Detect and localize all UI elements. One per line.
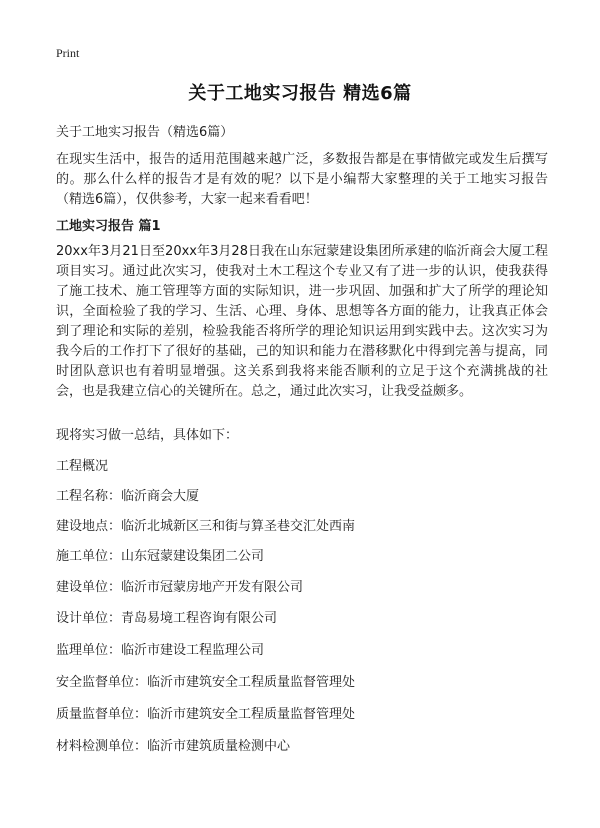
summary-intro: 现将实习做一总结，具体如下：: [56, 428, 239, 443]
overview-item: 监理单位：临沂市建设工程监理公司: [56, 643, 265, 658]
section-body-paragraph: 20xx年3月21日至20xx年3月28日我在山东冠蒙建设集团所承建的临沂商会大厦工程项目实习。通过此次实习，使我对土木工程这个专业又有了进一步的认识，使我获得了施工技术、施工管理等方面的实际知识，进一步巩固、加强和扩大了所学的理论知识，全面检验了我的学习、生活、心理、身体、思想等各方面的能力，让我真正体会到了理论和实际的差别，检验我能否将所学的理论知识运用到实践中去。这次实习为我今后的工作打下了很好的基础，己的知识和能力在潜移默化中得到完善与提高，同时团队意识也有着明显增强。这关系到我将来能否顺利的立足于这个充满挑战的社会，也是我建立信心的关键所在。总之，通过此次实习，让我受益颇多。: [56, 244, 548, 399]
overview-item: 工程名称：临沂商会大厦: [56, 489, 200, 504]
page-title: 关于工地实习报告 精选6篇: [188, 83, 412, 104]
overview-item: 安全监督单位：临沂市建筑安全工程质量监督管理处: [56, 675, 356, 690]
overview-item: 质量监督单位：临沂市建筑安全工程质量监督管理处: [56, 707, 356, 722]
overview-item: 建设单位：临沂市冠蒙房地产开发有限公司: [56, 580, 304, 595]
document-subtitle: 关于工地实习报告（精选6篇）: [56, 125, 234, 140]
section-heading: 工地实习报告 篇1: [56, 219, 161, 234]
overview-item: 施工单位：山东冠蒙建设集团二公司: [56, 549, 265, 564]
print-label[interactable]: Print: [56, 46, 80, 60]
intro-paragraph: 在现实生活中，报告的适用范围越来越广泛，多数报告都是在事情做完或发生后撰写的。那么什么样的报告才是有效的呢？以下是小编帮大家整理的关于工地实习报告（精选6篇），仅供参考，大家一起来看看吧！: [56, 152, 548, 207]
overview-item: 材料检测单位：临沂市建筑质量检测中心: [56, 739, 291, 754]
overview-item: 设计单位：青岛易境工程咨询有限公司: [56, 611, 278, 626]
overview-item: 建设地点：临沂北城新区三和街与算圣巷交汇处西南: [56, 519, 356, 534]
overview-heading: 工程概况: [56, 459, 109, 474]
